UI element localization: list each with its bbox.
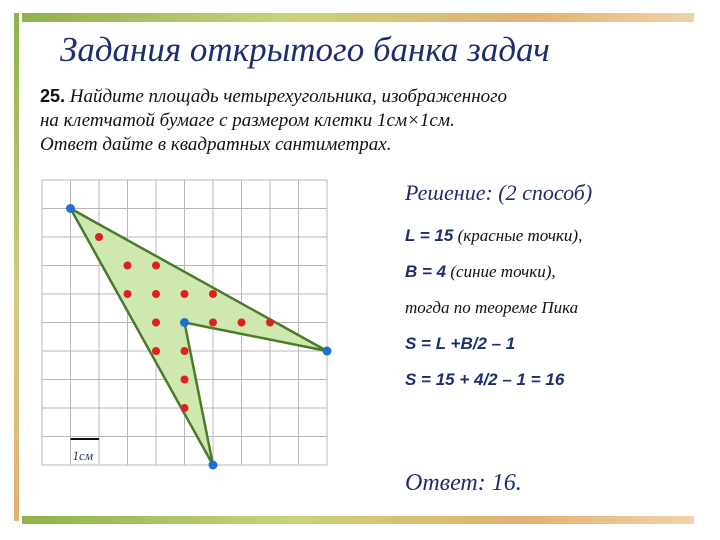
red-interior-point xyxy=(266,319,274,327)
blue-boundary-point xyxy=(323,347,332,356)
solution-title: Решение: (2 способ) xyxy=(405,180,593,205)
red-interior-point xyxy=(95,233,103,241)
red-interior-point xyxy=(181,404,189,412)
solution-l-line: L = 15 (красные точки), xyxy=(405,226,583,245)
problem-line-1: 25. Найдите площадь четырехугольника, изображенного xyxy=(40,86,508,107)
blue-boundary-point xyxy=(66,204,75,213)
pick-theorem-line: тогда по теореме Пика xyxy=(405,298,579,317)
answer-text: Ответ: 16. xyxy=(405,470,522,496)
red-interior-point xyxy=(181,376,189,384)
red-interior-point xyxy=(124,290,132,298)
red-interior-point xyxy=(152,262,160,270)
red-interior-point xyxy=(181,290,189,298)
red-interior-point xyxy=(181,347,189,355)
scale-label: 1см xyxy=(72,448,94,463)
blue-boundary-point xyxy=(180,318,189,327)
red-interior-point xyxy=(152,347,160,355)
slide-title: Задания открытого банка задач xyxy=(60,30,550,69)
problem-line-3: Ответ дайте в квадратных сантиметрах. xyxy=(40,134,392,155)
solution-b-line: B = 4 (синие точки), xyxy=(405,262,556,281)
problem-line-2: на клетчатой бумаге с размером клетки 1см×1см. xyxy=(40,110,455,131)
problem-number: 25. xyxy=(40,86,66,106)
quadrilateral-shape xyxy=(71,209,328,466)
blue-boundary-point xyxy=(209,461,218,470)
red-interior-point xyxy=(152,290,160,298)
red-interior-point xyxy=(209,290,217,298)
formula-line: S = L +B/2 – 1 xyxy=(405,334,516,353)
red-interior-point xyxy=(238,319,246,327)
red-interior-point xyxy=(124,262,132,270)
result-line: S = 15 + 4/2 – 1 = 16 xyxy=(405,370,565,389)
red-interior-point xyxy=(152,319,160,327)
red-interior-point xyxy=(209,319,217,327)
